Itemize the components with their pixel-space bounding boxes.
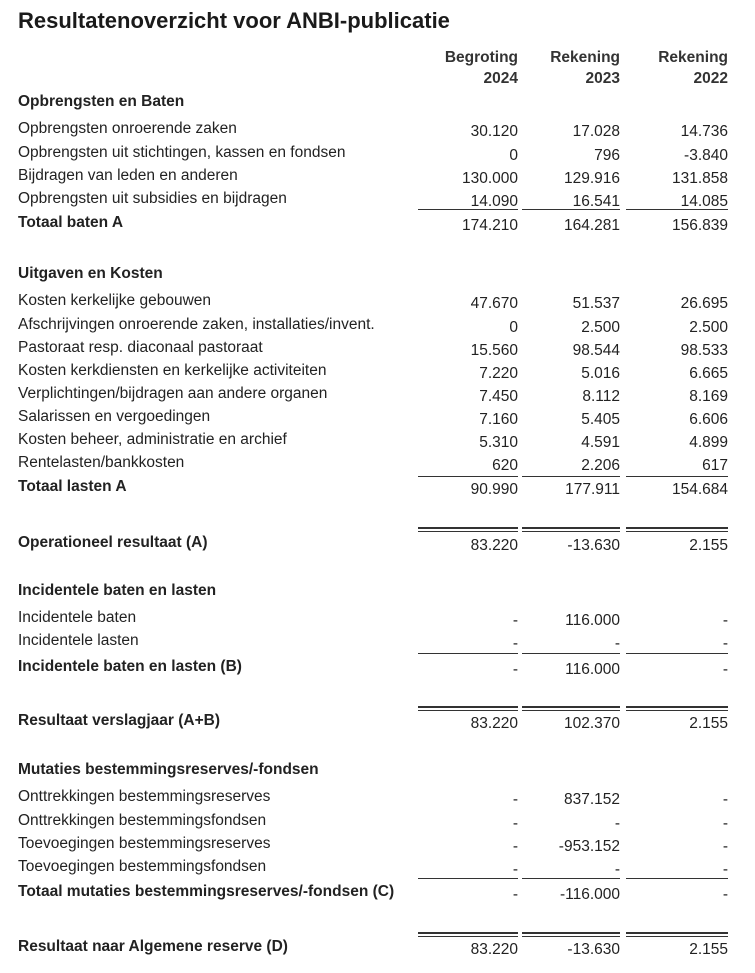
table-row-value: -: [614, 861, 620, 878]
result-row-label: Operationeel resultaat (A): [18, 534, 208, 551]
subtotal-rule: [522, 476, 620, 477]
table-row-value: -: [722, 791, 728, 808]
table-row-value: 98.544: [572, 342, 620, 359]
column-header-year: 2024: [483, 70, 518, 87]
column-header-1: [418, 47, 518, 89]
table-row-label: Bijdragen van leden en anderen: [18, 167, 238, 184]
table-row-label: Toevoegingen bestemmingsfondsen: [18, 858, 267, 875]
table-row-value: -: [722, 815, 728, 832]
table-row-value: -: [722, 635, 728, 652]
table-row: [18, 142, 738, 163]
section-heading-label: Opbrengsten en Baten: [18, 93, 185, 110]
table-row-value: -: [722, 838, 728, 855]
section-heading: [18, 759, 738, 780]
table-row: [18, 856, 738, 877]
table-row-value: 15.560: [470, 342, 518, 359]
table-row-value: -: [512, 635, 518, 652]
table-row-value: 0: [509, 319, 518, 336]
table-row-value: 7.160: [479, 411, 518, 428]
table-row: [18, 360, 738, 381]
result-row-label: Resultaat verslagjaar (A+B): [18, 712, 221, 729]
table-row-value: 98.533: [680, 342, 728, 359]
table-row-value: 51.537: [572, 295, 620, 312]
table-row-label: Toevoegingen bestemmingsreserves: [18, 835, 271, 852]
table-row-value: 30.120: [470, 123, 518, 140]
table-row-label: Opbrengsten uit subsidies en bijdragen: [18, 190, 287, 207]
double-rule: [522, 527, 620, 532]
table-row-label: Onttrekkingen bestemmingsfondsen: [18, 812, 267, 829]
table-row: [18, 810, 738, 831]
column-header-2: [520, 47, 620, 89]
result-row: [18, 532, 738, 553]
total-row-value: 174.210: [461, 217, 518, 234]
table-row-value: 2.206: [581, 457, 620, 474]
table-row-value: 131.858: [671, 170, 728, 187]
table-row-value: 4.899: [689, 434, 728, 451]
table-row-value: 837.152: [563, 791, 620, 808]
table-row-value: 2.500: [581, 319, 620, 336]
table-row: [18, 188, 738, 209]
table-row-value: -: [614, 635, 620, 652]
table-row: [18, 118, 738, 139]
double-rule: [626, 932, 728, 937]
table-row-value: 17.028: [572, 123, 620, 140]
section-heading: [18, 263, 738, 284]
total-row-value: 164.281: [563, 217, 620, 234]
result-row-value: 2.155: [689, 537, 728, 554]
table-row: [18, 406, 738, 427]
table-row-value: -953.152: [558, 838, 620, 855]
table-row: [18, 607, 738, 628]
table-row: [18, 429, 738, 450]
result-row: [18, 936, 738, 957]
total-row-value: 154.684: [671, 481, 728, 498]
result-row-value: 83.220: [470, 941, 518, 958]
table-row: [18, 314, 738, 335]
total-row: [18, 212, 738, 233]
table-row-label: Rentelasten/bankkosten: [18, 454, 185, 471]
table-row-label: Afschrijvingen onroerende zaken, installaties/invent.: [18, 316, 375, 333]
table-row-value: 5.016: [581, 365, 620, 382]
double-rule: [418, 527, 518, 532]
table-row-label: Opbrengsten onroerende zaken: [18, 120, 237, 137]
table-row: [18, 383, 738, 404]
result-row-value: 2.155: [689, 715, 728, 732]
subtotal-rule: [418, 209, 518, 210]
section-heading-label: Incidentele baten en lasten: [18, 582, 217, 599]
table-row-value: 4.591: [581, 434, 620, 451]
table-row-value: 14.736: [680, 123, 728, 140]
table-row-value: 5.310: [479, 434, 518, 451]
total-row-value: -: [722, 661, 728, 678]
subtotal-rule: [522, 653, 620, 654]
table-row-value: 14.085: [680, 193, 728, 210]
result-row-value: -13.630: [567, 537, 620, 554]
table-row-value: -: [512, 838, 518, 855]
table-row-value: -: [722, 861, 728, 878]
table-row-value: -: [614, 815, 620, 832]
table-row-label: Onttrekkingen bestemmingsreserves: [18, 788, 271, 805]
table-row-value: 130.000: [461, 170, 518, 187]
total-row-value: -: [722, 886, 728, 903]
table-row-value: -: [512, 815, 518, 832]
total-row-value: 156.839: [671, 217, 728, 234]
table-row-label: Kosten kerkelijke gebouwen: [18, 292, 212, 309]
table-row: [18, 833, 738, 854]
table-row-value: 6.606: [689, 411, 728, 428]
column-header-3: [628, 47, 728, 89]
table-row-label: Pastoraat resp. diaconaal pastoraat: [18, 339, 263, 356]
table-row-value: 7.450: [479, 388, 518, 405]
total-row: [18, 656, 738, 677]
table-row-value: 6.665: [689, 365, 728, 382]
double-rule: [626, 527, 728, 532]
table-row-value: 5.405: [581, 411, 620, 428]
subtotal-rule: [522, 209, 620, 210]
total-row-value: -: [512, 886, 518, 903]
subtotal-rule: [626, 476, 728, 477]
table-row-label: Incidentele baten: [18, 609, 137, 626]
table-row-label: Kosten kerkdiensten en kerkelijke activiteiten: [18, 362, 327, 379]
result-row: [18, 710, 738, 731]
subtotal-rule: [626, 209, 728, 210]
table-row-label: Salarissen en vergoedingen: [18, 408, 211, 425]
total-row-label: Totaal baten A: [18, 214, 124, 231]
result-row-value: 83.220: [470, 537, 518, 554]
table-row: [18, 786, 738, 807]
table-row-value: 2.500: [689, 319, 728, 336]
section-heading: [18, 91, 738, 112]
table-row-value: 129.916: [563, 170, 620, 187]
table-row-value: 8.169: [689, 388, 728, 405]
result-row-value: 2.155: [689, 941, 728, 958]
total-row-value: -116.000: [559, 886, 620, 903]
table-row: [18, 452, 738, 473]
double-rule: [418, 932, 518, 937]
column-header-label: Begroting: [444, 49, 518, 66]
column-header-label: Rekening: [550, 49, 620, 66]
total-row-label: Incidentele baten en lasten (B): [18, 658, 242, 675]
table-row-label: Verplichtingen/bijdragen aan andere organen: [18, 385, 328, 402]
column-header-label: Rekening: [658, 49, 728, 66]
table-row-value: 620: [492, 457, 518, 474]
double-rule: [626, 706, 728, 711]
subtotal-rule: [626, 878, 728, 879]
result-row-value: 83.220: [470, 715, 518, 732]
total-row-value: 116.000: [565, 661, 620, 678]
table-row: [18, 290, 738, 311]
total-row: [18, 881, 738, 902]
table-row-value: -: [512, 791, 518, 808]
table-row-label: Opbrengsten uit stichtingen, kassen en fondsen: [18, 144, 346, 161]
total-row-label: Totaal lasten A: [18, 478, 127, 495]
table-row-label: Incidentele lasten: [18, 632, 139, 649]
table-row-value: 7.220: [479, 365, 518, 382]
column-header-year: 2022: [693, 70, 728, 87]
section-heading-label: Mutaties bestemmingsreserves/-fondsen: [18, 761, 319, 778]
table-row-label: Kosten beheer, administratie en archief: [18, 431, 287, 448]
column-header-year: 2023: [585, 70, 620, 87]
table-row-value: -: [512, 612, 518, 629]
double-rule: [522, 932, 620, 937]
section-heading: [18, 580, 738, 601]
table-row-value: -: [722, 612, 728, 629]
table-row-value: 796: [594, 147, 620, 164]
table-row-value: 47.670: [470, 295, 518, 312]
total-row: [18, 476, 738, 497]
total-row-value: 90.990: [470, 481, 518, 498]
table-row-value: -: [512, 861, 518, 878]
table-row-value: 116.000: [565, 612, 620, 629]
subtotal-rule: [522, 878, 620, 879]
total-row-label: Totaal mutaties bestemmingsreserves/-fondsen (C): [18, 883, 395, 900]
result-row-value: -13.630: [567, 941, 620, 958]
table-row-value: 14.090: [470, 193, 518, 210]
double-rule: [522, 706, 620, 711]
table-row-value: 26.695: [680, 295, 728, 312]
table-row-value: 16.541: [572, 193, 620, 210]
subtotal-rule: [626, 653, 728, 654]
double-rule: [418, 706, 518, 711]
subtotal-rule: [418, 653, 518, 654]
result-row-value: 102.370: [563, 715, 620, 732]
table-row-value: 617: [702, 457, 728, 474]
table-row: [18, 165, 738, 186]
total-row-value: 177.911: [565, 481, 620, 498]
table-row-value: 8.112: [582, 388, 620, 405]
table-row: [18, 337, 738, 358]
result-row-label: Resultaat naar Algemene reserve (D): [18, 938, 288, 955]
subtotal-rule: [418, 476, 518, 477]
subtotal-rule: [418, 878, 518, 879]
section-heading-label: Uitgaven en Kosten: [18, 265, 163, 282]
table-row-value: 0: [509, 147, 518, 164]
table-row-value: -3.840: [684, 147, 728, 164]
page-title: Resultatenoverzicht voor ANBI-publicatie: [18, 8, 450, 33]
total-row-value: -: [512, 661, 518, 678]
table-row: [18, 630, 738, 651]
